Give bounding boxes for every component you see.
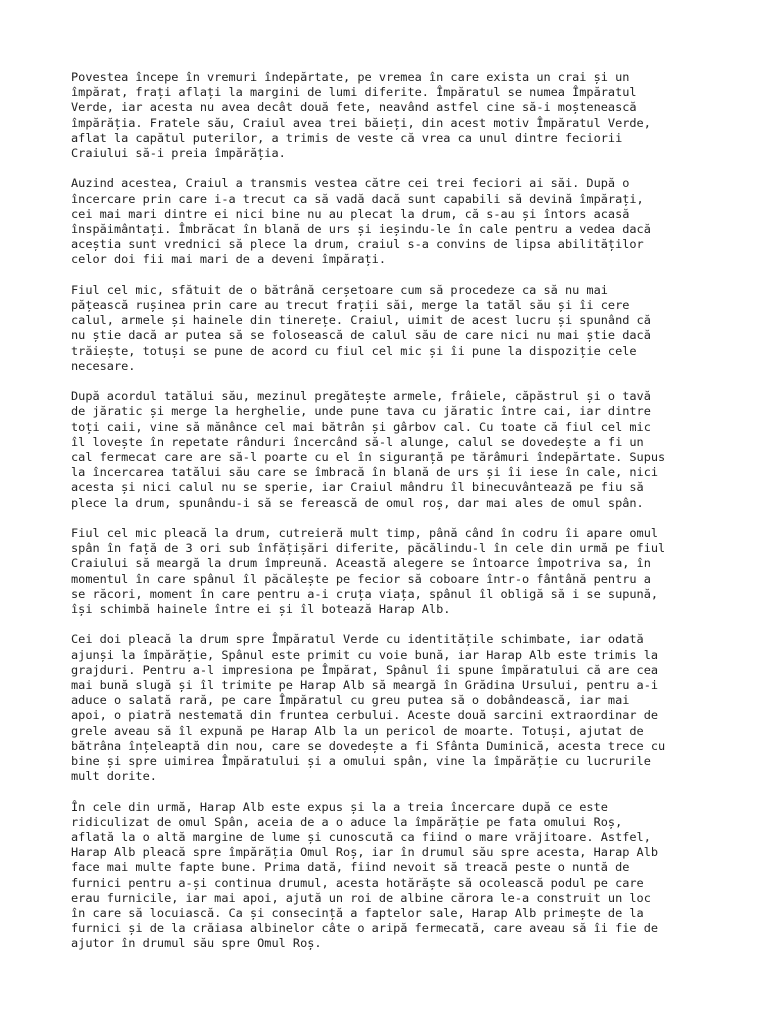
paragraph-5: Fiul cel mic pleacă la drum, cutreieră mult timp, până când în codru îi apare omul spân în față de 3 ori sub înfățișări diferite, păcălindu-l în cele din urmă pe fiul Craiului să meargă la drum împreună. Această alegere se întoarce împotriva sa, în momentul în care spânul îl păcălește pe fecior să coboare într-o fântână pentru a se răcori, moment în care pentru a-i cruța viața, spânul îl obligă să i se supună, își schimbă hainele între ei și îl botează Harap Alb.	[71, 526, 666, 617]
paragraph-7: În cele din urmă, Harap Alb este expus și la a treia încercare după ce este ridiculizat de omul Spân, aceia de a o aduce la împărăție pe fata omului Roș, aflată la o altă margine de lume și cunoscută ca fiind o mare vrăjitoare. Astfel, Harap Alb pleacă spre împărăția Omul Roș, iar în drumul său spre acesta, Harap Alb face mai multe fapte bune. Prima dată, fiind nevoit să treacă peste o nuntă de furnici pentru a-și continua drumul, acesta hotărăște să ocolească podul pe care erau furnicile, iar mai apoi, ajută un roi de albine cărora le-a construit un loc în care să locuiască. Ca și consecință a faptelor sale, Harap Alb primește de la furnici și de la crăiasa albinelor câte o aripă fermecată, care aveau să îi fie de ajutor în drumul său spre Omul Roș.	[71, 799, 659, 951]
document-page	[71, 70, 735, 967]
paragraph-1: Povestea începe în vremuri îndepărtate, pe vremea în care exista un crai și un împărat, frați aflați la margini de lumi diferite. Împăratul se numea Împăratul Verde, iar acesta nu avea decât două fete, neavând astfel cine să-i moștenească împărăția. Fratele său, Craiul avea trei băieți, din acest motiv Împăratul Verde, aflat la capătul puterilor, a trimis de veste că vrea ca unul dintre feciorii Craiului să-i preia împărăția.	[71, 70, 651, 161]
paragraph-3: Fiul cel mic, sfătuit de o bătrână cerșetoare cum să procedeze ca să nu mai pățească rușinea prin care au trecut frații săi, merge la tatăl său și îi cere calul, armele și hainele din tinerețe. Craiul, uimit de acest lucru și spunând că nu știe dacă ar putea să se folosească de calul său de care nici nu mai știe dacă trăiește, totuși se pune de acord cu fiul cel mic și îi pune la dispoziție cele necesare.	[71, 282, 651, 373]
paragraph-2: Auzind acestea, Craiul a transmis vestea către cei trei feciori ai săi. După o încercare prin care i-a trecut ca să vadă dacă sunt capabili să devină împărați, cei mai mari dintre ei nici bine nu au plecat la drum, că s-au și întors acasă înspăimântați. Îmbrăcat în blană de urs și ieșindu-le în cale pentru a vedea dacă aceștia sunt vrednici să plece la drum, craiul s-a convins de lipsa abilităților celor doi fii mai mari de a deveni împărați.	[71, 176, 651, 267]
paragraph-4: După acordul tatălui său, mezinul pregătește armele, frâiele, căpăstrul și o tavă de jăratic și merge la herghelie, unde pune tava cu jăratic între cai, iar dintre toți caii, vine să mănânce cel mai bătrân și gârbov cal. Cu toate că fiul cel mic îl lovește în repetate rânduri încercând să-l alunge, calul se dovedește a fi un cal fermecat care are să-l poarte cu el în siguranță pe tărâmuri îndepărtate. Supus la încercarea tatălui său care se îmbracă în blană de urs și îi iese în cale, nici acesta și nici calul nu se sperie, iar Craiul mândru îl binecuvântează pe fiu să plece la drum, spunându-i să se ferească de omul roș, dar mai ales de omul spân.	[71, 389, 666, 510]
paragraph-6: Cei doi pleacă la drum spre Împăratul Verde cu identitățile schimbate, iar odată ajunși la împărăție, Spânul este primit cu voie bună, iar Harap Alb este trimis la grajduri. Pentru a-l impresiona pe Împărat, Spânul îi spune împăratului că are cea mai bună slugă și îl trimite pe Harap Alb să meargă în Grădina Ursului, pentru a-i aduce o salată rară, pe care Împăratul cu greu putea să o dobândească, iar mai apoi, o piatră nestemată din fruntea cerbului. Aceste două sarcini extraordinar de grele aveau să îl expună pe Harap Alb la un pericol de moarte. Totuși, ajutat de bătrâna înțeleaptă din nou, care se dovedește a fi Sfânta Duminică, acesta trece cu bine și spre uimirea Împăratului și a omului spân, vine la împărăție cu lucrurile mult dorite.	[71, 632, 666, 784]
